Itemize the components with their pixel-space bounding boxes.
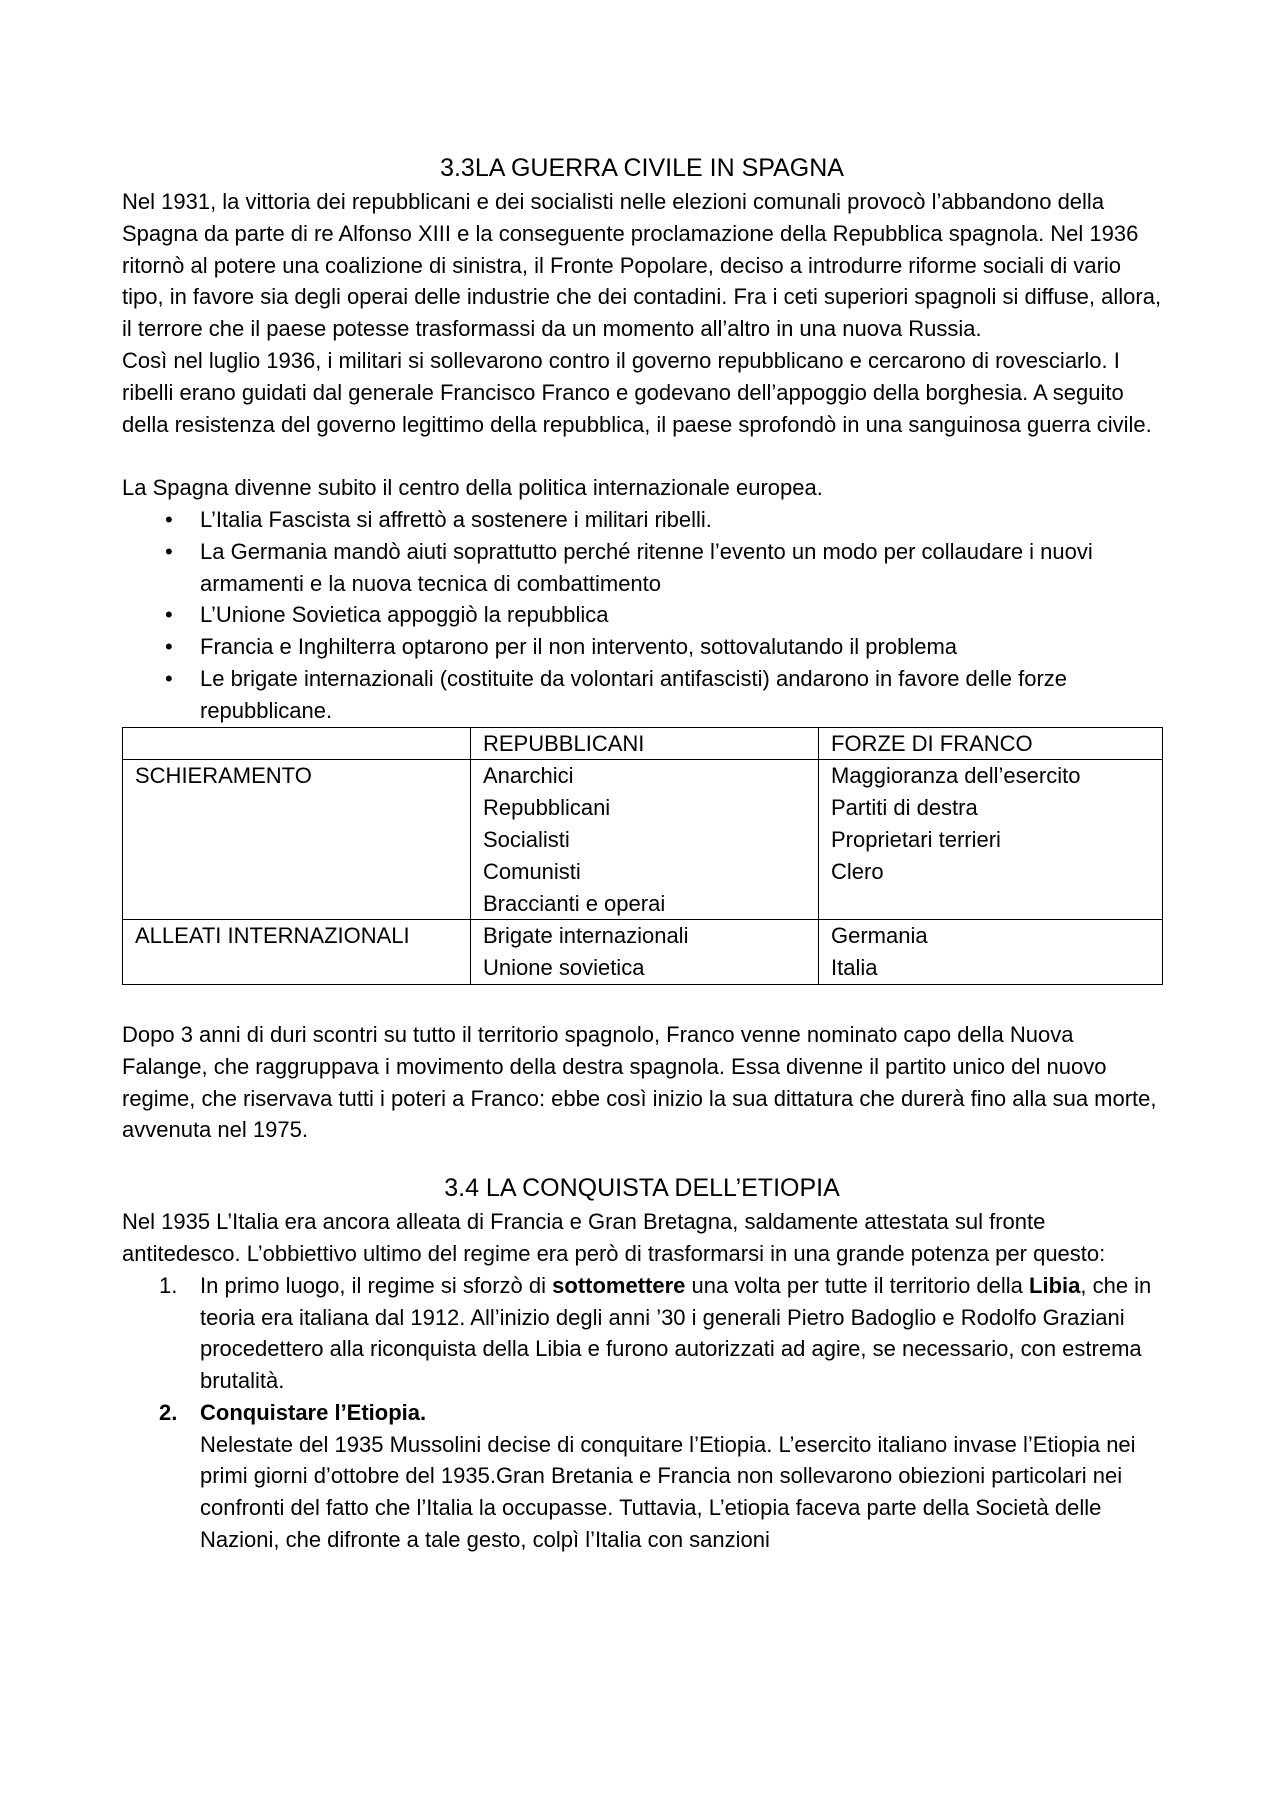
- cell-line: Repubblicani: [483, 795, 611, 821]
- table-header-cell: [123, 727, 471, 760]
- cell-line: Partiti di destra: [831, 795, 978, 821]
- item-text: , che in teoria era italiana dal 1912. All’inizio degli anni ’30 i generali Pietro Badoglio e Rodolfo Graziani procedettero alla riconquista della Libia e furono autorizzati ad agire, se necessario, con estrema brutalità.: [200, 1272, 1152, 1394]
- paragraph-uprising: Così nel luglio 1936, i militari si sollevarono contro il governo repubblicano e cercarono di rovesciarlo. I ribelli erano guidati dal generale Francisco Franco e godevano dell’appoggio della borghesia. A seguito della resistenza del governo legittimo della repubblica, il paese sprofondò in una sanguinosa guerra civile.: [122, 347, 1152, 437]
- table-row: [123, 760, 1163, 920]
- list-number: 1.: [159, 1272, 178, 1298]
- cell-line: Comunisti: [483, 858, 581, 884]
- cell-line: Socialisti: [483, 826, 570, 852]
- table-row-label: ALLEATI INTERNAZIONALI: [123, 920, 471, 985]
- alignment-table: [122, 727, 1163, 985]
- cell-line: Maggioranza dell’esercito: [831, 763, 1081, 789]
- table-header-row: [123, 727, 1163, 760]
- paragraph-intro: Nel 1931, la vittoria dei repubblicani e dei socialisti nelle elezioni comunali provocò l’abbandono della Spagna da parte di re Alfonso XIII e la conseguente proclamazione della Repubblica spagnola. Nel 1936 ritornò al potere una coalizione di sinistra, il Fronte Popolare, deciso a introdurre riforme sociali di vario tipo, in favore sia degli operai delle industrie che dei contadini. Fra i ceti superiori spagnoli si diffuse, allora, il terrore che il paese potesse trasformassi da un momento all’altro in una nuova Russia.: [122, 189, 1162, 342]
- cell-line: Italia: [831, 955, 878, 981]
- cell-line: Braccianti e operai: [483, 890, 666, 916]
- list-item: • Francia e Inghilterra optarono per il non intervento, sottovalutando il problema: [122, 631, 1162, 663]
- item-bold: Libia: [1029, 1272, 1081, 1298]
- list-item: • L’Unione Sovietica appoggiò la repubblica: [122, 599, 1162, 631]
- table-header-cell: REPUBBLICANI: [471, 727, 819, 760]
- item-text: una volta per tutte il territorio della: [685, 1272, 1030, 1298]
- cell-line: Germania: [831, 923, 928, 949]
- cell-line: Unione sovietica: [483, 955, 645, 981]
- cell-line: Brigate internazionali: [483, 923, 689, 949]
- list-number: 2.: [159, 1399, 178, 1425]
- table-row: [123, 920, 1163, 985]
- list-item: • L’Italia Fascista si affrettò a sostenere i militari ribelli.: [122, 504, 1162, 536]
- list-item: • La Germania mandò aiuti soprattutto perché ritenne l’evento un modo per collaudare i nuovi armamenti e la nuova tecnica di combattimento: [122, 536, 1162, 600]
- list-item: [122, 1270, 1162, 1397]
- table-cell-franco: [819, 760, 1163, 920]
- table-row-label: SCHIERAMENTO: [123, 760, 471, 920]
- item-text: In primo luogo, il regime si sforzò di: [200, 1272, 553, 1298]
- cell-line: Proprietari terrieri: [831, 826, 1001, 852]
- table-cell-franco: [819, 920, 1163, 985]
- table-cell-repubblicani: [471, 920, 819, 985]
- paragraph-international: La Spagna divenne subito il centro della politica internazionale europea.: [122, 475, 823, 501]
- list-item: • Le brigate internazionali (costituite da volontari antifascisti) andarono in favore delle forze repubblicane.: [122, 663, 1162, 727]
- item-text: Nelestate del 1935 Mussolini decise di conquitare l’Etiopia. L’esercito italiano invase l’Etiopia nei primi giorni d’ottobre del 1935.Gran Bretania e Francia non sollevarono obiezioni particolari nei confronti del fatto che l’Italia la occupasse. Tuttavia, L’etiopia faceva parte della Società delle Nazioni, che difronte a tale gesto, colpì l’Italia con sanzioni: [200, 1431, 1136, 1553]
- table-header-cell: FORZE DI FRANCO: [819, 727, 1163, 760]
- paragraph-ethiopia-intro: Nel 1935 L’Italia era ancora alleata di Francia e Gran Bretagna, saldamente attestata sul fronte antitedesco. L’obbiettivo ultimo del regime era però di trasformarsi in una grande potenza per questo:: [122, 1209, 1106, 1266]
- cell-line: Anarchici: [483, 763, 574, 789]
- document-page: [122, 150, 1162, 1556]
- cell-line: Clero: [831, 858, 884, 884]
- item-bold: sottomettere: [552, 1272, 686, 1298]
- list-item: [122, 1397, 1162, 1556]
- paragraph-franco-dictatorship: Dopo 3 anni di duri scontri su tutto il territorio spagnolo, Franco venne nominato capo della Nuova Falange, che raggruppava i movimento della destra spagnola. Essa divenne il partito unico del nuovo regime, che riservava tutti i poteri a Franco: ebbe così inizio la sua dittatura che durerà fino alla sua morte, avvenuta nel 1975.: [122, 1021, 1157, 1143]
- table-cell-repubblicani: [471, 760, 819, 920]
- blank-line: [122, 440, 1162, 472]
- item-heading: Conquistare l’Etiopia.: [200, 1399, 427, 1425]
- section-title-spain: 3.3LA GUERRA CIVILE IN SPAGNA: [440, 154, 844, 182]
- bullet-list: [122, 504, 1162, 727]
- section-title-ethiopia: 3.4 LA CONQUISTA DELL’ETIOPIA: [444, 1174, 840, 1203]
- numbered-list: [122, 1270, 1162, 1556]
